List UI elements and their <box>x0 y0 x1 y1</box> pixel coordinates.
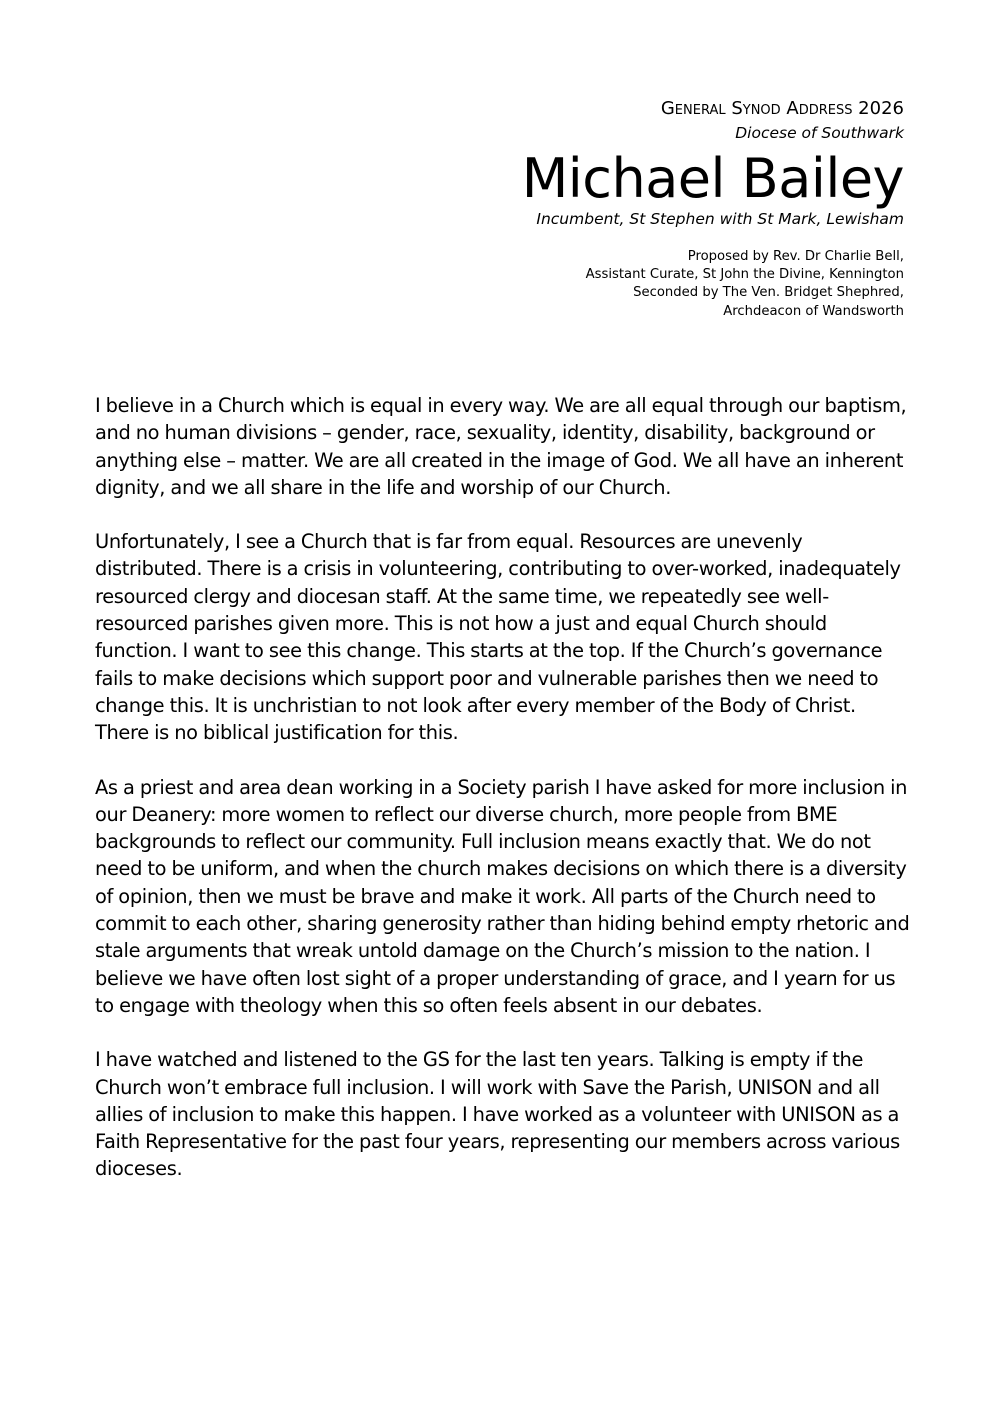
body-paragraph: I have watched and listened to the GS for the last ten years. Talking is empty if the Church won’t embrace full inclusion. I will work with Save the Parish, UNISON and all allies of inclusion to make this happen. I have worked as a volunteer with UNISON as a Faith Representative for the past four years, representing our members across various dioceses. <box>95 1048 900 1181</box>
nominator-line: Archdeacon of Wandsworth <box>723 303 904 319</box>
nominator-line: Proposed by Rev. Dr Charlie Bell, <box>687 249 904 264</box>
diocese-name: Diocese of Southwark <box>735 124 904 142</box>
candidate-name: Michael Bailey <box>521 147 904 210</box>
document-header <box>304 96 904 321</box>
candidate-role: Incumbent, St Stephen with St Mark, Lewisham <box>536 210 904 228</box>
address-title: General Synod Address 2026 <box>660 98 904 119</box>
nominator-line: Seconded by The Ven. Bridget Shephred, <box>633 285 904 301</box>
body-paragraph: Unfortunately, I see a Church that is far from equal. Resources are unevenly distributed. There is a crisis in volunteering, contributing to over-worked, inadequately resourced clergy and diocesan staff. At the same time, we repeatedly see well-resourced parishes given more. This is not how a just and equal Church should function. I want to see this change. This starts at the top. If the Church’s governance fails to make decisions which support poor and vulnerable parishes then we need to change this. It is unchristian to not look after every member of the Body of Christ. There is no biblical justification for this. <box>95 530 901 745</box>
nominators-block <box>304 248 904 321</box>
address-body <box>95 392 910 1210</box>
body-paragraph: As a priest and area dean working in a Society parish I have asked for more inclusion in our Deanery: more women to reflect our diverse church, more people from BME backgrounds to reflect our community. Full inclusion means exactly that. We do not need to be uniform, and when the church makes decisions on which there is a diversity of opinion, then we must be brave and make it work. All parts of the Church need to commit to each other, sharing generosity rather than hiding behind empty rhetoric and stale arguments that wreak untold damage on the Church’s mission to the nation. I believe we have often lost sight of a proper understanding of grace, and I yearn for us to engage with theology when this so often feels absent in our debates. <box>95 775 910 1017</box>
body-paragraph: I believe in a Church which is equal in every way. We are all equal through our baptism, and no human divisions – gender, race, sexuality, identity, disability, background or anything else – matter. We are all created in the image of God. We all have an inherent dignity, and we all share in the life and worship of our Church. <box>95 394 907 499</box>
nominator-line: Assistant Curate, St John the Divine, Kennington <box>585 267 904 283</box>
